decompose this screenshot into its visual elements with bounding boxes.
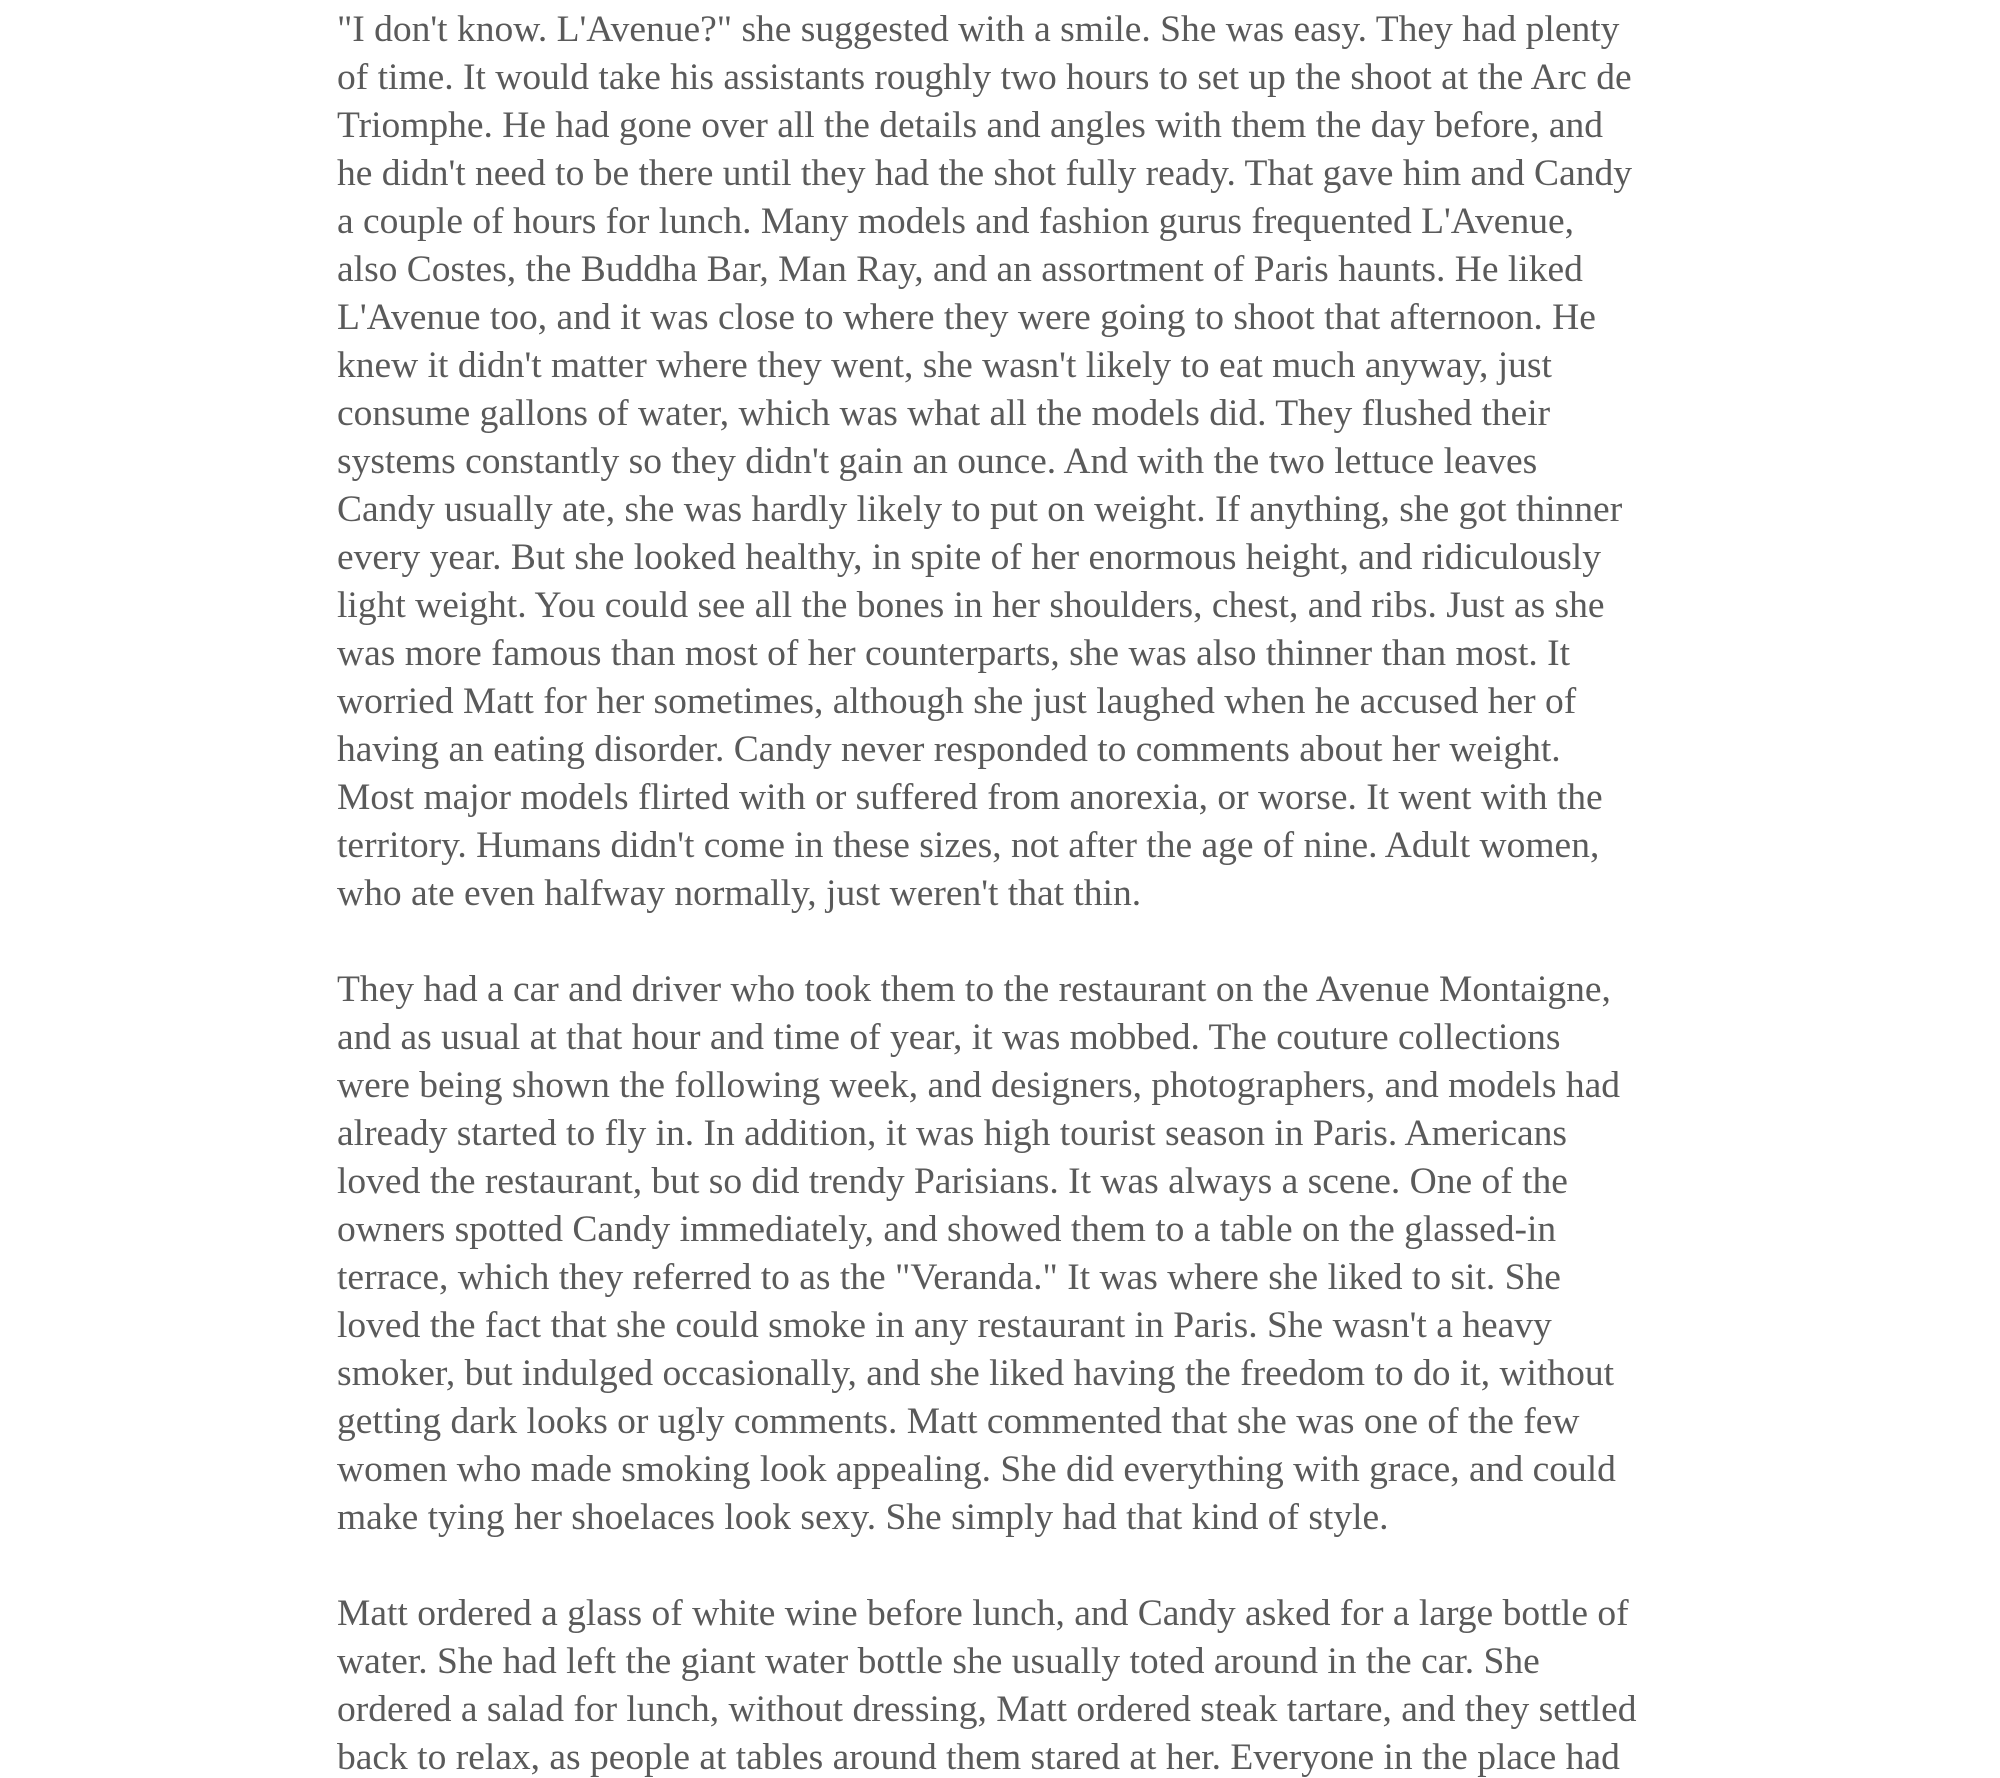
text-line: L'Avenue too, and it was close to where they were going to shoot that afternoon. He: [337, 297, 1596, 338]
text-line: systems constantly so they didn't gain an ounce. And with the two lettuce leaves: [337, 441, 1538, 482]
text-line: of time. It would take his assistants roughly two hours to set up the shoot at the Arc de: [337, 57, 1632, 98]
text-line: having an eating disorder. Candy never responded to comments about her weight.: [337, 729, 1561, 770]
text-line: Matt ordered a glass of white wine before lunch, and Candy asked for a large bottle of: [337, 1593, 1629, 1634]
text-line: also Costes, the Buddha Bar, Man Ray, and an assortment of Paris haunts. He liked: [337, 249, 1583, 290]
paragraph-spacer: [337, 1542, 1687, 1590]
text-line: owners spotted Candy immediately, and showed them to a table on the glassed-in: [337, 1209, 1557, 1250]
paragraph-1: [337, 6, 1687, 918]
text-line: worried Matt for her sometimes, although she just laughed when he accused her of: [337, 681, 1577, 722]
text-line: "I don't know. L'Avenue?" she suggested with a smile. She was easy. They had plenty: [337, 9, 1620, 50]
text-line: women who made smoking look appealing. She did everything with grace, and could: [337, 1449, 1616, 1490]
text-line: consume gallons of water, which was what all the models did. They flushed their: [337, 393, 1551, 434]
document-page: [337, 0, 1687, 1778]
text-line: make tying her shoelaces look sexy. She simply had that kind of style.: [337, 1497, 1389, 1538]
paragraph-spacer: [337, 918, 1687, 966]
text-line: was more famous than most of her counterparts, she was also thinner than most. It: [337, 633, 1571, 674]
text-line: every year. But she looked healthy, in spite of her enormous height, and ridiculously: [337, 537, 1601, 578]
text-line: They had a car and driver who took them to the restaurant on the Avenue Montaigne,: [337, 969, 1611, 1010]
text-line: and as usual at that hour and time of year, it was mobbed. The couture collections: [337, 1017, 1561, 1058]
text-line: loved the restaurant, but so did trendy Parisians. It was always a scene. One of the: [337, 1161, 1568, 1202]
paragraph-2: [337, 966, 1687, 1542]
text-line: ordered a salad for lunch, without dressing, Matt ordered steak tartare, and they settled: [337, 1689, 1637, 1730]
text-line: getting dark looks or ugly comments. Matt commented that she was one of the few: [337, 1401, 1580, 1442]
text-line: light weight. You could see all the bones in her shoulders, chest, and ribs. Just as she: [337, 585, 1605, 626]
paragraph-3: [337, 1590, 1687, 1778]
text-line: were being shown the following week, and designers, photographers, and models had: [337, 1065, 1621, 1106]
text-line: he didn't need to be there until they had the shot fully ready. That gave him and Candy: [337, 153, 1632, 194]
text-line: who ate even halfway normally, just weren't that thin.: [337, 873, 1142, 914]
text-line: knew it didn't matter where they went, she wasn't likely to eat much anyway, just: [337, 345, 1552, 386]
text-line: Candy usually ate, she was hardly likely to put on weight. If anything, she got thinner: [337, 489, 1623, 530]
text-line: Triomphe. He had gone over all the details and angles with them the day before, and: [337, 105, 1603, 146]
text-line: Most major models flirted with or suffered from anorexia, or worse. It went with the: [337, 777, 1603, 818]
text-line: terrace, which they referred to as the "Veranda." It was where she liked to sit. She: [337, 1257, 1561, 1298]
text-line: a couple of hours for lunch. Many models and fashion gurus frequented L'Avenue,: [337, 201, 1574, 242]
text-line: smoker, but indulged occasionally, and she liked having the freedom to do it, without: [337, 1353, 1615, 1394]
text-line: territory. Humans didn't come in these sizes, not after the age of nine. Adult women,: [337, 825, 1600, 866]
text-line: water. She had left the giant water bottle she usually toted around in the car. She: [337, 1641, 1540, 1682]
text-line: already started to fly in. In addition, it was high tourist season in Paris. Americans: [337, 1113, 1567, 1154]
text-line: back to relax, as people at tables around them stared at her. Everyone in the place had: [337, 1737, 1620, 1778]
text-line: loved the fact that she could smoke in any restaurant in Paris. She wasn't a heavy: [337, 1305, 1552, 1346]
